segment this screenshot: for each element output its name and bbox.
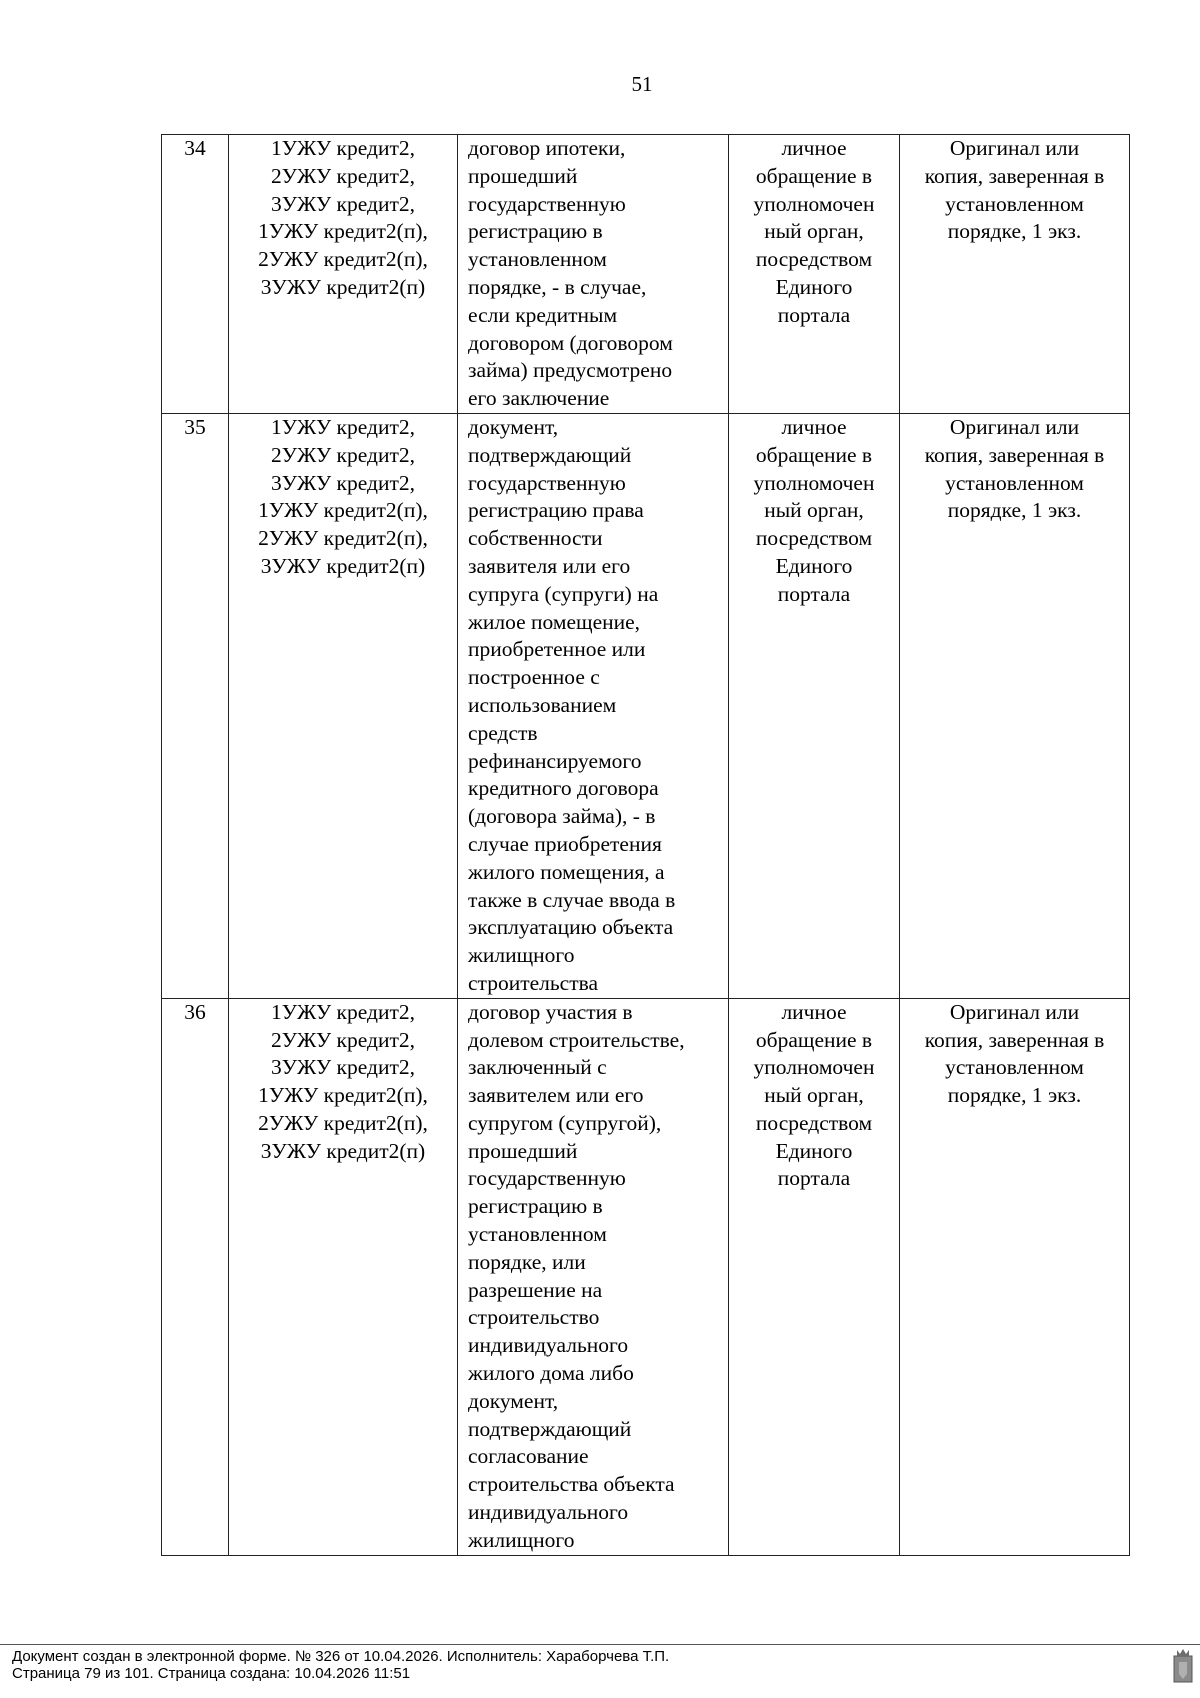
document-name-line: жилого дома либо (468, 1361, 634, 1386)
document-name-line: кредитного договора (468, 776, 659, 801)
service-codes-line: 1УЖУ кредит2(п), (258, 219, 428, 244)
submission-method-line: Единого (775, 553, 853, 578)
document-name-line: договор ипотеки, (468, 136, 626, 160)
document-name-line: его заключение (468, 386, 610, 411)
document-name-line: жилое помещение, (468, 609, 641, 634)
submission-method-line: обращение в (755, 442, 873, 467)
document-name-line: долевом строительстве, (468, 1027, 685, 1052)
service-codes-line: 2УЖУ кредит2(п), (258, 526, 428, 551)
document-name-line: супруга (супруги) на (468, 581, 659, 606)
service-codes-line: 3УЖУ кредит2, (271, 470, 415, 495)
submission-method-line: посредством (755, 1110, 873, 1135)
service-codes-line: 2УЖУ кредит2(п), (258, 247, 428, 272)
service-codes-line: 1УЖУ кредит2, (271, 414, 415, 439)
table-body (162, 135, 1130, 1556)
document-name-line: согласование (468, 1444, 589, 1469)
submission-method-line: личное (781, 999, 847, 1024)
submission-method-line: Единого (775, 1138, 853, 1163)
document-form-line: установленном (945, 470, 1084, 495)
submission-method-line: личное (781, 136, 847, 160)
document-name-line: государственную (468, 470, 626, 495)
document-form-cell (900, 135, 1130, 414)
service-codes-line: 3УЖУ кредит2, (271, 191, 415, 216)
submission-method-line: уполномочен (753, 1055, 875, 1080)
document-name-line: прошедший (468, 163, 578, 188)
submission-method-line: Единого (775, 274, 853, 299)
service-codes-line: 3УЖУ кредит2, (271, 1055, 415, 1080)
document-name-line: использованием (468, 692, 617, 717)
document-name-line: строительство (468, 1305, 600, 1330)
service-codes-cell (229, 135, 458, 414)
service-codes-line: 2УЖУ кредит2(п), (258, 1110, 428, 1135)
document-name-line: (договора займа), - в (468, 804, 656, 829)
coat-of-arms-icon (1172, 1648, 1194, 1684)
document-name-line: договор участия в (468, 999, 633, 1024)
submission-method-line: посредством (755, 247, 873, 272)
document-name-line: договором (договором (468, 330, 673, 355)
submission-method-cell (729, 998, 900, 1555)
document-name-cell (458, 998, 729, 1555)
document-name-line: установленном (468, 247, 607, 272)
page-number: 51 (631, 72, 653, 96)
document-name-line: строительства (468, 970, 599, 995)
footer-line-2: Страница 79 из 101. Страница создана: 10.04.2026 11:51 (12, 1665, 411, 1682)
document-form-cell (900, 998, 1130, 1555)
table-row (162, 413, 1130, 998)
document-form-line: Оригинал или (949, 136, 1080, 160)
row-number: 34 (162, 135, 229, 414)
document-form-line: копия, заверенная в (924, 442, 1105, 467)
document-name-line: также в случае ввода в (468, 887, 676, 912)
document-name-line: рефинансируемого (468, 748, 642, 773)
service-codes-line: 3УЖУ кредит2(п) (260, 1138, 426, 1163)
document-form-line: Оригинал или (949, 414, 1080, 439)
document-name-line: прошедший (468, 1138, 578, 1163)
submission-method-line: портала (777, 1166, 851, 1191)
row-number: 35 (162, 413, 229, 998)
document-form-line: копия, заверенная в (924, 1027, 1105, 1052)
footer-divider (0, 1644, 1200, 1645)
document-name-line: подтверждающий (468, 442, 632, 467)
service-codes-line: 1УЖУ кредит2, (271, 136, 415, 160)
submission-method-line: личное (781, 414, 847, 439)
document-form-line: установленном (945, 191, 1084, 216)
footer-line-1: Документ создан в электронной форме. № 326 от 10.04.2026. Исполнитель: Хараборчева Т.П. (12, 1648, 670, 1665)
document-name-line: регистрацию в (468, 219, 603, 244)
service-codes-line: 3УЖУ кредит2(п) (260, 553, 426, 578)
service-codes-cell (229, 998, 458, 1555)
service-codes-line: 3УЖУ кредит2(п) (260, 274, 426, 299)
submission-method-cell (729, 135, 900, 414)
documents-table (161, 134, 1130, 1556)
document-name-line: регистрацию в (468, 1194, 603, 1219)
submission-method-line: портала (777, 302, 851, 327)
document-name-line: средств (468, 720, 538, 745)
submission-method-line: посредством (755, 526, 873, 551)
submission-method-line: уполномочен (753, 470, 875, 495)
document-name-line: порядке, или (468, 1249, 586, 1274)
document-name-line: разрешение на (468, 1277, 603, 1302)
document-name-line: подтверждающий (468, 1416, 632, 1441)
submission-method-line: обращение в (755, 1027, 873, 1052)
document-name-line: заключенный с (468, 1055, 607, 1080)
document-name-line: эксплуатацию объекта (468, 915, 674, 940)
document-name-cell (458, 135, 729, 414)
document-form-cell (900, 413, 1130, 998)
document-name-line: государственную (468, 191, 626, 216)
document-name-line: индивидуального (468, 1500, 629, 1525)
document-form-line: установленном (945, 1055, 1084, 1080)
document-name-line: случае приобретения (468, 831, 662, 856)
document-name-line: займа) предусмотрено (468, 358, 673, 383)
service-codes-cell (229, 413, 458, 998)
document-name-line: заявителя или его (468, 553, 631, 578)
document-name-line: супругом (супругой), (468, 1110, 662, 1135)
document-form-line: порядке, 1 экз. (947, 1083, 1082, 1108)
document-name-line: жилищного (468, 1527, 575, 1552)
table-row (162, 998, 1130, 1555)
document-name-line: заявителем или его (468, 1083, 644, 1108)
document-name-line: приобретенное или (468, 637, 646, 662)
submission-method-line: обращение в (755, 163, 873, 188)
document-name-line: если кредитным (468, 302, 618, 327)
document-name-line: регистрацию права (468, 498, 644, 523)
document-name-line: жилого помещения, а (468, 859, 665, 884)
document-name-line: документ, (468, 414, 559, 439)
table-row (162, 135, 1130, 414)
document-form-line: порядке, 1 экз. (947, 219, 1082, 244)
service-codes-line: 2УЖУ кредит2, (271, 163, 415, 188)
document-form-line: копия, заверенная в (924, 163, 1105, 188)
submission-method-line: портала (777, 581, 851, 606)
document-footer (12, 1648, 669, 1682)
submission-method-line: ный орган, (764, 1083, 864, 1108)
document-form-line: Оригинал или (949, 999, 1080, 1024)
document-name-line: строительства объекта (468, 1472, 675, 1497)
document-name-line: государственную (468, 1166, 626, 1191)
submission-method-line: ный орган, (764, 498, 864, 523)
document-name-line: установленном (468, 1222, 607, 1247)
service-codes-line: 1УЖУ кредит2, (271, 999, 415, 1024)
submission-method-cell (729, 413, 900, 998)
document-name-cell (458, 413, 729, 998)
submission-method-line: уполномочен (753, 191, 875, 216)
service-codes-line: 2УЖУ кредит2, (271, 1027, 415, 1052)
document-name-line: жилищного (468, 943, 575, 968)
row-number: 36 (162, 998, 229, 1555)
document-name-line: порядке, - в случае, (468, 274, 647, 299)
document-name-line: документ, (468, 1388, 559, 1413)
service-codes-line: 1УЖУ кредит2(п), (258, 1083, 428, 1108)
submission-method-line: ный орган, (764, 219, 864, 244)
service-codes-line: 1УЖУ кредит2(п), (258, 498, 428, 523)
service-codes-line: 2УЖУ кредит2, (271, 442, 415, 467)
document-name-line: индивидуального (468, 1333, 629, 1358)
document-form-line: порядке, 1 экз. (947, 498, 1082, 523)
document-name-line: собственности (468, 526, 603, 551)
document-name-line: построенное с (468, 665, 600, 690)
